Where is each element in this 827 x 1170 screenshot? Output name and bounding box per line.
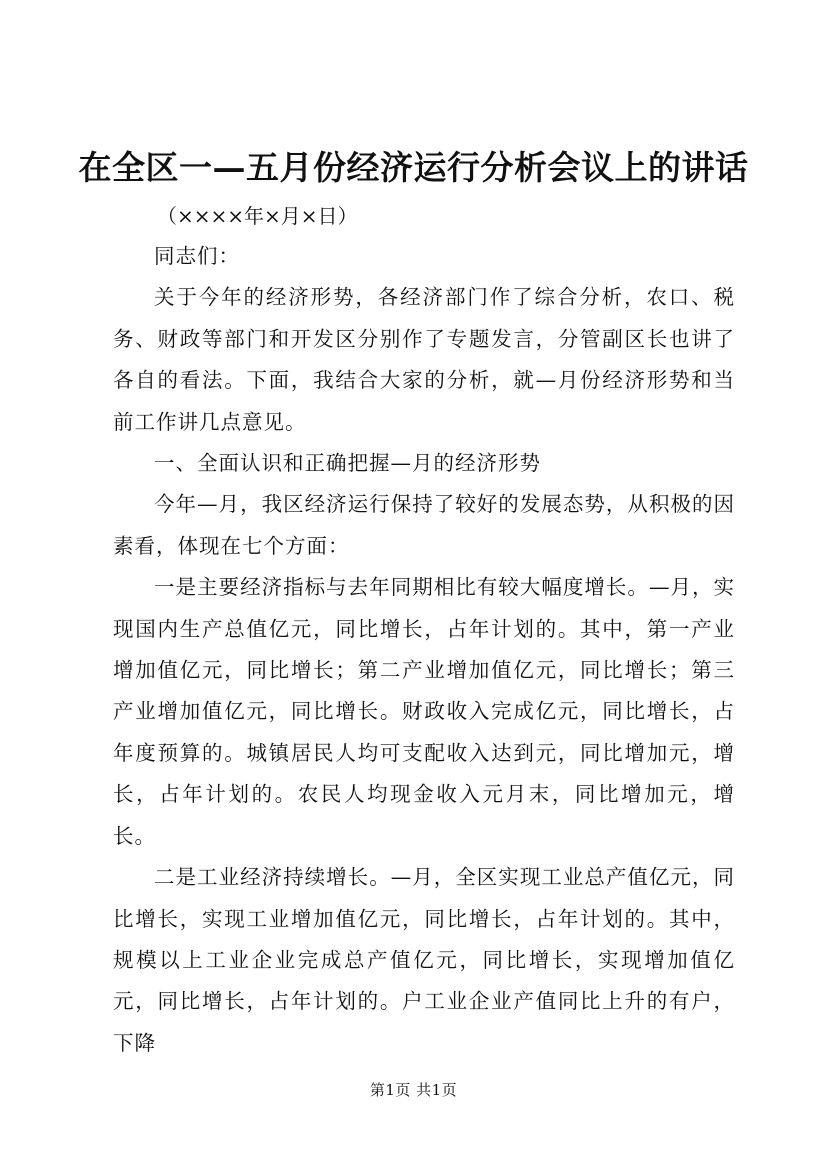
section-heading-1: 一、全面认识和正确把握—月的经济形势 <box>154 451 541 476</box>
intro-paragraph: 关于今年的经济形势，各经济部门作了综合分析，农口、税务、财政等部门和开发区分别作了专题发言，分管副区长也讲了各自的看法。下面，我结合大家的分析，就—月份经济形势和当前工作讲几点意见。 <box>113 285 735 434</box>
body-paragraph: 二是工业经济持续增长。—月，全区实现工业总产值亿元，同比增长，实现工业增加值亿元，同比增长，占年计划的。其中，规模以上工业企业完成总产值亿元，同比增长，实现增加值亿元，同比增长，占年计划的。户工业企业产值同比上升的有户，下降 <box>113 865 735 1055</box>
document-body <box>113 236 735 1064</box>
page-number-footer: 第1页 共1页 <box>369 1081 458 1099</box>
body-paragraph: 一是主要经济指标与去年同期相比有较大幅度增长。—月，实现国内生产总值亿元，同比增长，占年计划的。其中，第一产业增加值亿元，同比增长；第二产业增加值亿元，同比增长；第三产业增加值亿元，同比增长。财政收入完成亿元，同比增长，占年度预算的。城镇居民人均可支配收入达到元，同比增加元，增长，占年计划的。农民人均现金收入元月末，同比增加元，增长。 <box>113 575 735 848</box>
salutation-paragraph: 同志们： <box>154 244 240 268</box>
document-title: 在全区一—五月份经济运行分析会议上的讲话 <box>78 148 749 187</box>
document-date: （××××年×月×日） <box>157 204 358 228</box>
body-paragraph: 今年—月，我区经济运行保持了较好的发展态势，从积极的因素看，体现在七个方面： <box>113 492 735 558</box>
